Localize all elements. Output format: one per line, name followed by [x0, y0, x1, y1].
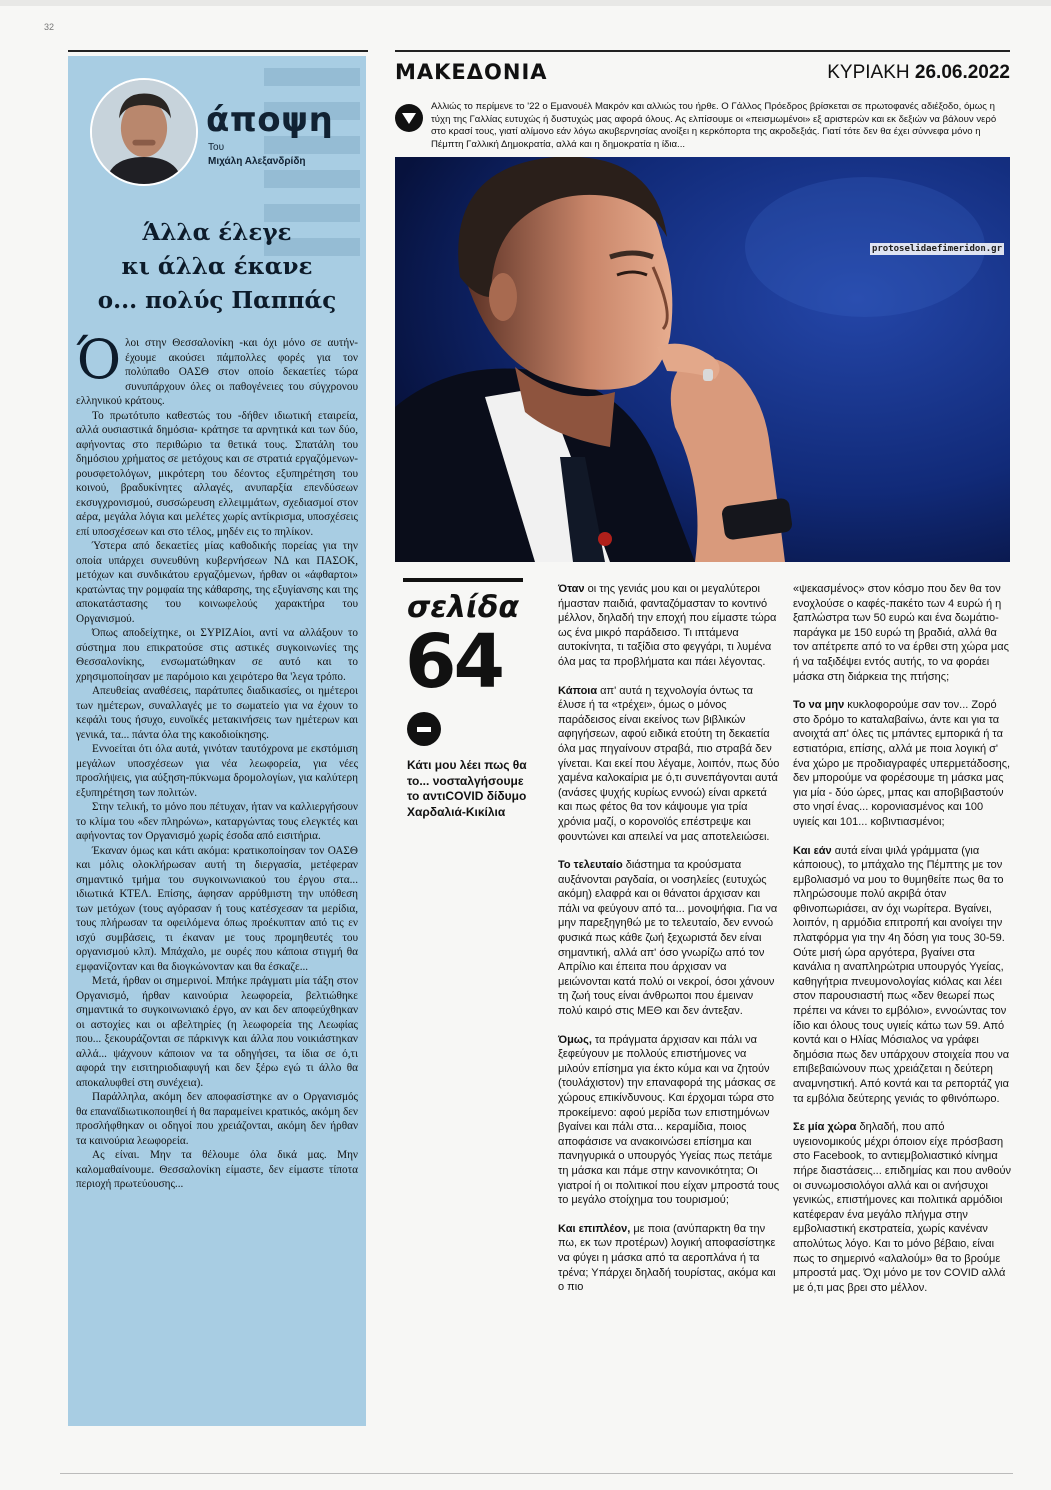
bottom-rule — [60, 1473, 1013, 1474]
minus-circle-icon — [407, 712, 441, 746]
issue-date-value: 26.06.2022 — [914, 62, 1010, 83]
selida-description: Κάτι μου λέει πως θα το... νοσταλγήσουμε το αντιCOVID δίδυμο Χαρδαλιά-Κικίλια — [407, 758, 527, 819]
selida-word: σελίδα — [407, 590, 519, 625]
opinion-paragraph: Όλοι στην Θεσσαλονίκη -και όχι μόνο σε αυτήν- έχουμε ακούσει πάμπολλες φορές για τον πολύπαθο ΟΑΣΘ στον οποίο δεκαετίες τώρα συνυπάρχουν όλες οι παθογένειες του σύγχρονου ελληνικού κράτους. — [76, 328, 358, 407]
author-name: Μιχάλη Αλεξανδρίδη — [208, 156, 306, 167]
headline-line: Άλλα έλεγε — [142, 219, 292, 246]
opinion-paragraph: Στην τελική, το μόνο που πέτυχαν, ήταν να καλλιεργήσουν το κλίμα του «δεν πληρώνω», καταργώντας τους ελεγκτές και αφήνοντας τον Οργανισμό χωρίς έσοδα από εισιτήρια. — [76, 801, 358, 842]
opinion-headline — [76, 216, 358, 318]
opinion-paragraph: Εννοείται ότι όλα αυτά, γινόταν ταυτόχρονα με εκστόμιση μεγάλων υποσχέσεων για νέα λεωφορεία, για νέες προσλήψεις, για αύξηση-πύκνωμα δρομολογίων, για καλύτερη εξυπηρέτηση των πολιτών. — [76, 743, 358, 799]
article-photo — [395, 157, 1010, 562]
author-portrait-icon — [92, 80, 196, 184]
opinion-paragraph: Ας είναι. Μην τα θέλουμε όλα δικά μας. Μην καλομαθαίνουμε. Θεσσαλονίκη είμαστε, δεν είμαστε τίποτα περιοχή πρωτεύουσης... — [76, 1149, 358, 1190]
opinion-paragraph: Παράλληλα, ακόμη δεν αποφασίστηκε αν ο Οργανισμός θα επαναϊδιωτικοποιηθεί ή θα παραμείνει κρατικός, ακόμη δεν προσλήφθηκαν οι οδηγοί που χρειάζονται, ακόμη δεν ήρθαν τα καινούρια λεωφορεία. — [76, 1091, 358, 1147]
corner-page-mark: 32 — [44, 22, 55, 32]
photo-credit: protoselidaefimeridon.gr — [871, 244, 1002, 254]
issue-day: ΚΥΡΙΑΚΗ — [827, 62, 910, 83]
top-rule-right — [395, 50, 1010, 52]
article-paragraph: Όμως, τα πράγματα άρχισαν και πάλι να ξεφεύγουν με πολλούς επιστήμονες να μιλούν επίσημα για έκτο κύμα και να ζητούν (τουλάχιστον) την επαναφορά της μάσκας σε χώρους επικίνδυνους. Και έρχομαι τώρα στο προκείμενο: αφού μερίδα των επιστημόνων βγαίνει και πάλι στα... κεραμίδια, ποιος αποφάσισε να ανακοινώσει επίσημα και πανηγυρικά ο υπουργός Υγείας πως πετάμε τη μάσκα και πάμε στην κανονικότητα; Οι γιατροί ή οι πολιτικοί που είχαν μπροστά τους το μεγάλο στοίχημα του τουρισμού; — [558, 1033, 780, 1207]
article-column-a — [558, 582, 780, 1309]
top-rule-left — [68, 50, 368, 52]
masthead — [395, 60, 1010, 90]
portrait-illustration — [395, 157, 1010, 562]
down-triangle-icon — [395, 104, 423, 132]
issue-date — [827, 62, 1010, 84]
author-photo — [90, 78, 198, 186]
article-column-b — [793, 582, 1011, 1309]
opinion-column — [68, 56, 366, 1426]
dropcap: Ό — [76, 328, 122, 391]
author-prefix: Του — [208, 142, 225, 153]
selida-box — [395, 578, 530, 858]
article-paragraph: Και εάν αυτά είναι ψιλά γράμματα (για κάποιους), το μπάχαλο της Πέμπτης με τον εμβολιασμό να μου το θυμηθείτε πως θα το πληρώσουμε πολύ ακριβά όταν φθινοπωριάσει, αν όχι νωρίτερα. Βγαίνει, λοιπόν, η αρμόδια επιτροπή και ανοίγει την πλατφόρμα για την 4η δόση για τους 30-59. Ούτε μισή ώρα αργότερα, βγαίνει στα κανάλια η αναπληρώτρια υπουργός Υγείας, καθηγήτρια πνευμονολογίας κιόλας και λέει στον παρουσιαστή πως «δεν θεωρεί πως πρέπει να κάνει το εμβόλιο», εννοώντας τον ίδιο και όλους τους υγιείς κάτω των 59. Από κοντά και ο Ηλίας Μόσιαλος να γράφει δημόσια πως δεν υπάρχουν στοιχεία που να επιβεβαιώνουν πως χρειάζεται η δεύτερη αναμνηστική. Από κοντά και τα ρεπορτάζ για τα εμβόλια δεύτερης γενιάς το φθινόπωρο. — [793, 844, 1010, 1105]
opinion-paragraph: Ύστερα από δεκαετίες μίας καθοδικής πορείας για την οποία υπάρχει συνευθύνη κυβερνήσεων ΝΔ και ΠΑΣΟΚ, μετόχων και συνδικάτου εργαζόμενων, ήρθαν οι «άφθαρτοι» κρατώντας την ρομφαία της κάθαρσης, της εξυγίανσης και της αποκατάστασης του κοινωφελούς χαρακτήρα του Οργανισμού. — [76, 540, 358, 625]
article-paragraph: Το τελευταίο διάστημα τα κρούσματα αυξάνονται ραγδαία, οι νοσηλείες (ευτυχώς ακόμη) ελαφρά και οι θάνατοι άρχισαν και πάλι να φεύγουν από τα... μονοψήφια. Για να μην παρεξηγηθώ με το τελευταίο, δεν εννοώ φυσικά πως κάθε ζωή ξεχωριστά δεν είναι σημαντική, αλλά απ' όσο γνωρίζω από τον Απρίλιο και έπειτα που άρχισαν να μειώνονται κατά πολύ οι νεκροί, όσοι χάνουν τη ζωή τους είναι άνθρωποι που έμειναν πολύ καιρό στις ΜΕΘ και δεν άντεξαν. — [558, 859, 778, 1018]
opinion-body — [76, 328, 358, 1192]
article-paragraph: Σε μία χώρα δηλαδή, που από υγειονομικούς μέχρι όποιον είχε πρόσβαση στο Facebook, το αντιεμβολιαστικό κίνημα πήρε διαστάσεις... επιδημίας και που ανθούν οι συνωμοσιολόγοι αλλά και οι ανήσυχοι γενικώς, επιστήμονες και πολιτικά αρμόδιοι κατέφεραν ένα μεγάλο πλήγμα στην εμβολιαστική εκστρατεία, χωρίς κανέναν απολύτως λόγο. Και το μόνο βέβαιο, είναι πως το σημερινό «αλαλούμ» θα το βρούμε μπροστά μας. Όχι μόνο με τον COVID αλλά με ό,τι μας βρει στο μέλλον. — [793, 1121, 1011, 1294]
article-paragraph: Κάποια απ' αυτά η τεχνολογία όντως τα έλυσε ή τα «τρέχει», όμως ο μόνος παράδεισος είναι εκείνος των βιβλικών αφηγήσεων, αφού ειδικά ετούτη τη δεκαετία όλα μας πηγαίνουν στραβά, πιο στραβά δεν γίνεται. Και εκεί που λέγαμε, λοιπόν, πως δύο χαμένα καλοκαίρια με ό,τι συνεπάγονται αυτά (ανάσες ψυχής κυρίως εννοώ) είναι αρκετά και πως φέτος θα τον κάψουμε για τρία χρόνια μαζί, ο κορονοϊός επέστρεψε και φουντώνει και απειλεί να μας αποτελειώσει. — [558, 684, 780, 843]
section-label: άποψη — [206, 100, 334, 140]
headline-line: κι άλλα έκανε — [121, 253, 313, 280]
opinion-paragraph: Απευθείας αναθέσεις, παράτυπες διαδικασίες, οι ημέτεροι των ημέτερων, συναλλαγές με το σωματείο για να έχουν το κεφάλι τους ήσυχο, ευνοϊκές μετακινήσεις των ημέτερων και γενικά, τα... πάντα όλα της κακοδιοίκησης. — [76, 685, 358, 741]
article-paragraph: Το να μην κυκλοφορούμε σαν τον... Ζορό στο δρόμο το καταλαβαίνω, άντε και για τα ανοιχτά απ' όλες τις μπάντες εμπορικά ή τα εστιατόρια, επίσης, αλλά με ποια λογική σ' ένα χώρο με προδιαγραφές υπερμετάδοσης, δεν μπορούμε να φορέσουμε τη μάσκα μας για μία - δύο ώρες, μπας και αποβιβαστούν στο νησί ένας... κορονιασμένος και 100 υγιείς και 101... κοβιντιασμένοι; — [793, 699, 1011, 828]
article-paragraph: Όταν οι της γενιάς μου και οι μεγαλύτεροι ήμασταν παιδιά, φανταζόμασταν το κοντινό μέλλον, δηλαδή την εποχή που είμαστε τώρα ως ένα μικρό παράδεισο. Τι ιπτάμενα αυτοκίνητα, τι ταξίδια στο φεγγάρι, τι λυμένα όλα μας τα προβλήματα και πάει λέγοντας. — [558, 583, 777, 668]
selida-number: 64 — [405, 619, 502, 705]
newspaper-name: ΜΑΚΕΔΟΝΙΑ — [395, 60, 548, 84]
article-paragraph: «ψεκασμένος» στον κόσμο που δεν θα τον ενοχλούσε ο καφές-πακέτο των 4 ευρώ ή η ξαπλώστρα των 50 ευρώ και ένα δωμάτιο-παράγκα με 150 ευρώ τη βραδιά, αλλά θα τον απέτρεπε από το να έρθει στη χώρα μας ή να ταξιδέψει εντός αυτής, το να φοράει μάσκα στη διάρκεια της πτήσης; — [793, 583, 1009, 683]
scan-edge — [0, 0, 1051, 6]
opinion-paragraph: Όπως αποδείχτηκε, οι ΣΥΡΙΖΑίοι, αντί να αλλάξουν το σύστημα που επικρατούσε στις αστικές συγκοινωνίες της Θεσσαλονίκης, ενσωματώθηκαν σε αυτό και το χρησιμοποίησαν με παρόμοιο και χειρότερο θα 'λεγα τρόπο. — [76, 627, 358, 683]
opinion-paragraph: Έκαναν όμως και κάτι ακόμα: κρατικοποίησαν τον ΟΑΣΘ και μόλις ολοκλήρωσαν αυτή τη διεργασία, μετέφεραν σημαντικό τμήμα του συγκοινωνιακού του έργου στα... ιδιωτικά ΚΤΕΛ. Επίσης, άφησαν αρρύθμιστη την υπόθεση των μετόχων (τους αγόρασαν ή τους κατέσχεσαν τα μερίδια, τους πλήρωσαν τα οφειλόμενα όπως προέκυπταν από τις εν ισχύ συμβάσεις, τι έκαναν με τους προμηθευτές του οργανισμού κλπ). Μπάχαλο, με ουρές που κάποια στιγμή θα εμφανίζονταν και θα διογκώνονταν και θα έσκαζε... — [76, 844, 358, 973]
headline-line: ο... πολύς Παππάς — [97, 287, 337, 314]
article-paragraph: Και επιπλέον, με ποια (ανύπαρκτη θα την πω, εκ των προτέρων) λογική αποφασίστηκε να φύγει η μάσκα από τα αεροπλάνα ή τα τρένα; Υπάρχει δηλαδή τουρίστας, ακόμα και ο πιο — [558, 1222, 776, 1294]
opinion-paragraph: Το πρωτότυπο καθεστώς του -δήθεν ιδιωτική εταιρεία, αλλά ουσιαστικά δημόσια- κράτησε τα αρνητικά και των δύο, αφήνοντας στο περιθώριο τα θετικά τους. Σπατάλη του δημόσιου χρήματος σε μετόχους και σε στρατιά εργαζόμενων-ρουσφετολόγων, μικρότερη του δέοντος εξυπηρέτηση του κοινού, βραδυκίνητες αλλαγές, ανυπαρξία επενδύσεων εκσυγχρονισμού, συσσώρευση ελλειμμάτων, σχεδιασμοί στον αέρα, μεγάλα λόγια και μελέτες χωρίς αντίκρισμα, υποσχέσεις επί υποσχέσεων και στο τέλος, μηδέν εις το πηλίκον. — [76, 409, 358, 538]
lead-text: Αλλιώς το περίμενε το '22 ο Εμανουέλ Μακρόν και αλλιώς του ήρθε. Ο Γάλλος Πρόεδρος βρίσκεται σε πρωτοφανές αδιέξοδο, όμως η τύχη της Γαλλίας ευτυχώς ή δυστυχώς μας αφορά όλους. Ας ελπίσουμε οι «πεισμωμένοι» εξ αριστερών και εκ δεξιών να βάλουν νερό στο κρασί τους, γιατί αλίμονο εάν λόγω ακυβερνησίας ανοίξει η κερκόπορτα της ακροδεξιάς. Γιατί τότε δεν θα έχει σύννεφα μόνο η Πέμπτη Γαλλική Δημοκρατία, αλλά και η δημοκρατία η ίδια... — [431, 101, 997, 150]
selida-top-rule — [403, 578, 523, 582]
opinion-paragraph: Μετά, ήρθαν οι σημερινοί. Μπήκε πράγματι μία τάξη στον Οργανισμό, ήρθαν καινούρια λεωφορεία, βελτιώθηκε σημαντικά το συγκοινωνιακό έργο, αν και δεν αποφεύχθηκαν οι αστοχίες και οι αβελτηρίες (η λεωφορεία της Λεωφίας που... ξεκουράζονται σε πάρκινγκ και άλλα που νοικιάστηκαν αλλά... ψάχνουν κάποιον να τα οδηγήσει, τα ίδια σε ό,τι αφορά την εισιτηριοδιαφυγή και δεν ξέρω εγώ τι άλλο θα αποκαλυφθεί στη συνέχεια). — [76, 975, 358, 1089]
